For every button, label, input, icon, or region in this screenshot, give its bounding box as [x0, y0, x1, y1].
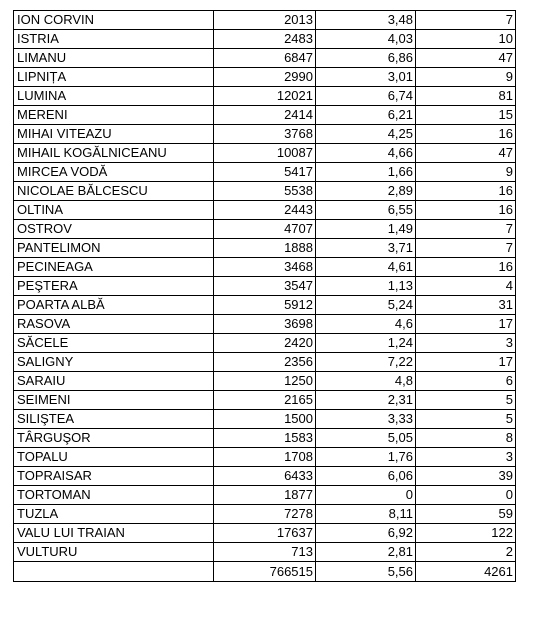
value-cell-3: 16 [416, 258, 516, 277]
locality-cell: RASOVA [14, 315, 214, 334]
value-cell-3: 16 [416, 201, 516, 220]
value-cell-1: 17637 [214, 524, 316, 543]
value-cell-2: 3,33 [316, 410, 416, 429]
locality-cell: MERENI [14, 106, 214, 125]
value-cell-2: 1,13 [316, 277, 416, 296]
total-value-cell-1: 766515 [214, 562, 316, 582]
table-row [14, 505, 516, 524]
value-cell-2: 3,48 [316, 11, 416, 30]
value-cell-1: 2414 [214, 106, 316, 125]
value-cell-2: 1,66 [316, 163, 416, 182]
value-cell-1: 3768 [214, 125, 316, 144]
value-cell-2: 2,89 [316, 182, 416, 201]
data-table [13, 10, 516, 582]
value-cell-2: 4,66 [316, 144, 416, 163]
value-cell-2: 2,81 [316, 543, 416, 562]
value-cell-1: 6847 [214, 49, 316, 68]
locality-cell: POARTA ALBĂ [14, 296, 214, 315]
value-cell-2: 7,22 [316, 353, 416, 372]
value-cell-2: 6,06 [316, 467, 416, 486]
value-cell-2: 3,01 [316, 68, 416, 87]
locality-cell: VALU LUI TRAIAN [14, 524, 214, 543]
value-cell-2: 4,03 [316, 30, 416, 49]
table-row [14, 372, 516, 391]
table-row [14, 410, 516, 429]
value-cell-1: 5912 [214, 296, 316, 315]
value-cell-3: 9 [416, 163, 516, 182]
value-cell-1: 2165 [214, 391, 316, 410]
table-row [14, 467, 516, 486]
table-row [14, 201, 516, 220]
value-cell-2: 5,05 [316, 429, 416, 448]
locality-cell: MIHAIL KOGĂLNICEANU [14, 144, 214, 163]
value-cell-1: 12021 [214, 87, 316, 106]
locality-cell: OLTINA [14, 201, 214, 220]
locality-cell: OSTROV [14, 220, 214, 239]
locality-cell: VULTURU [14, 543, 214, 562]
value-cell-1: 3698 [214, 315, 316, 334]
value-cell-2: 6,86 [316, 49, 416, 68]
value-cell-1: 2990 [214, 68, 316, 87]
value-cell-1: 2483 [214, 30, 316, 49]
value-cell-1: 713 [214, 543, 316, 562]
value-cell-2: 4,61 [316, 258, 416, 277]
locality-cell: PANTELIMON [14, 239, 214, 258]
value-cell-3: 9 [416, 68, 516, 87]
table-row [14, 220, 516, 239]
value-cell-1: 10087 [214, 144, 316, 163]
total-row [14, 562, 516, 582]
value-cell-1: 5538 [214, 182, 316, 201]
value-cell-3: 39 [416, 467, 516, 486]
value-cell-1: 3547 [214, 277, 316, 296]
table-row [14, 49, 516, 68]
value-cell-3: 2 [416, 543, 516, 562]
locality-cell: ISTRIA [14, 30, 214, 49]
value-cell-2: 3,71 [316, 239, 416, 258]
locality-cell: SĂCELE [14, 334, 214, 353]
value-cell-1: 2013 [214, 11, 316, 30]
value-cell-2: 0 [316, 486, 416, 505]
value-cell-3: 4 [416, 277, 516, 296]
locality-cell: SEIMENI [14, 391, 214, 410]
value-cell-1: 2443 [214, 201, 316, 220]
table-row [14, 391, 516, 410]
value-cell-1: 1583 [214, 429, 316, 448]
locality-cell: PECINEAGA [14, 258, 214, 277]
table-row [14, 315, 516, 334]
value-cell-3: 17 [416, 315, 516, 334]
value-cell-2: 1,76 [316, 448, 416, 467]
value-cell-2: 6,55 [316, 201, 416, 220]
locality-cell: TOPALU [14, 448, 214, 467]
total-label-cell [14, 562, 214, 582]
table-row [14, 353, 516, 372]
table-row [14, 106, 516, 125]
value-cell-1: 1888 [214, 239, 316, 258]
locality-cell: TUZLA [14, 505, 214, 524]
locality-cell: TOPRAISAR [14, 467, 214, 486]
value-cell-1: 7278 [214, 505, 316, 524]
value-cell-3: 31 [416, 296, 516, 315]
value-cell-1: 1250 [214, 372, 316, 391]
value-cell-2: 1,24 [316, 334, 416, 353]
total-value-cell-2: 5,56 [316, 562, 416, 582]
value-cell-3: 16 [416, 125, 516, 144]
value-cell-2: 4,25 [316, 125, 416, 144]
value-cell-2: 4,8 [316, 372, 416, 391]
locality-cell: MIHAI VITEAZU [14, 125, 214, 144]
locality-cell: TÂRGUŞOR [14, 429, 214, 448]
table-row [14, 125, 516, 144]
value-cell-3: 5 [416, 391, 516, 410]
value-cell-3: 7 [416, 239, 516, 258]
value-cell-3: 122 [416, 524, 516, 543]
locality-cell: LIPNIȚA [14, 68, 214, 87]
value-cell-2: 4,6 [316, 315, 416, 334]
table-row [14, 239, 516, 258]
value-cell-2: 6,92 [316, 524, 416, 543]
value-cell-1: 1877 [214, 486, 316, 505]
value-cell-3: 7 [416, 11, 516, 30]
table-row [14, 144, 516, 163]
value-cell-2: 1,49 [316, 220, 416, 239]
locality-cell: LIMANU [14, 49, 214, 68]
table-row [14, 11, 516, 30]
value-cell-3: 8 [416, 429, 516, 448]
value-cell-2: 5,24 [316, 296, 416, 315]
table-row [14, 30, 516, 49]
table-row [14, 543, 516, 562]
value-cell-3: 17 [416, 353, 516, 372]
value-cell-3: 47 [416, 144, 516, 163]
table-row [14, 296, 516, 315]
table-row [14, 258, 516, 277]
locality-cell: SALIGNY [14, 353, 214, 372]
locality-cell: NICOLAE BĂLCESCU [14, 182, 214, 201]
value-cell-2: 2,31 [316, 391, 416, 410]
table-row [14, 87, 516, 106]
table-row [14, 448, 516, 467]
value-cell-1: 2420 [214, 334, 316, 353]
value-cell-1: 4707 [214, 220, 316, 239]
value-cell-3: 15 [416, 106, 516, 125]
table-row [14, 486, 516, 505]
locality-cell: ION CORVIN [14, 11, 214, 30]
value-cell-1: 1708 [214, 448, 316, 467]
locality-cell: LUMINA [14, 87, 214, 106]
value-cell-3: 5 [416, 410, 516, 429]
value-cell-3: 10 [416, 30, 516, 49]
table-row [14, 163, 516, 182]
value-cell-2: 8,11 [316, 505, 416, 524]
total-value-cell-3: 4261 [416, 562, 516, 582]
value-cell-2: 6,21 [316, 106, 416, 125]
table-body [14, 11, 516, 582]
locality-cell: PEŞTERA [14, 277, 214, 296]
value-cell-1: 1500 [214, 410, 316, 429]
value-cell-3: 16 [416, 182, 516, 201]
locality-cell: SARAIU [14, 372, 214, 391]
value-cell-3: 7 [416, 220, 516, 239]
locality-cell: TORTOMAN [14, 486, 214, 505]
value-cell-2: 6,74 [316, 87, 416, 106]
value-cell-1: 5417 [214, 163, 316, 182]
value-cell-3: 59 [416, 505, 516, 524]
value-cell-3: 81 [416, 87, 516, 106]
value-cell-1: 2356 [214, 353, 316, 372]
table-row [14, 68, 516, 87]
value-cell-3: 6 [416, 372, 516, 391]
table-row [14, 277, 516, 296]
value-cell-3: 3 [416, 334, 516, 353]
locality-cell: MIRCEA VODĂ [14, 163, 214, 182]
table-row [14, 182, 516, 201]
locality-cell: SILIŞTEA [14, 410, 214, 429]
value-cell-1: 3468 [214, 258, 316, 277]
table-row [14, 429, 516, 448]
value-cell-1: 6433 [214, 467, 316, 486]
table-row [14, 334, 516, 353]
value-cell-3: 0 [416, 486, 516, 505]
value-cell-3: 47 [416, 49, 516, 68]
table-row [14, 524, 516, 543]
value-cell-3: 3 [416, 448, 516, 467]
